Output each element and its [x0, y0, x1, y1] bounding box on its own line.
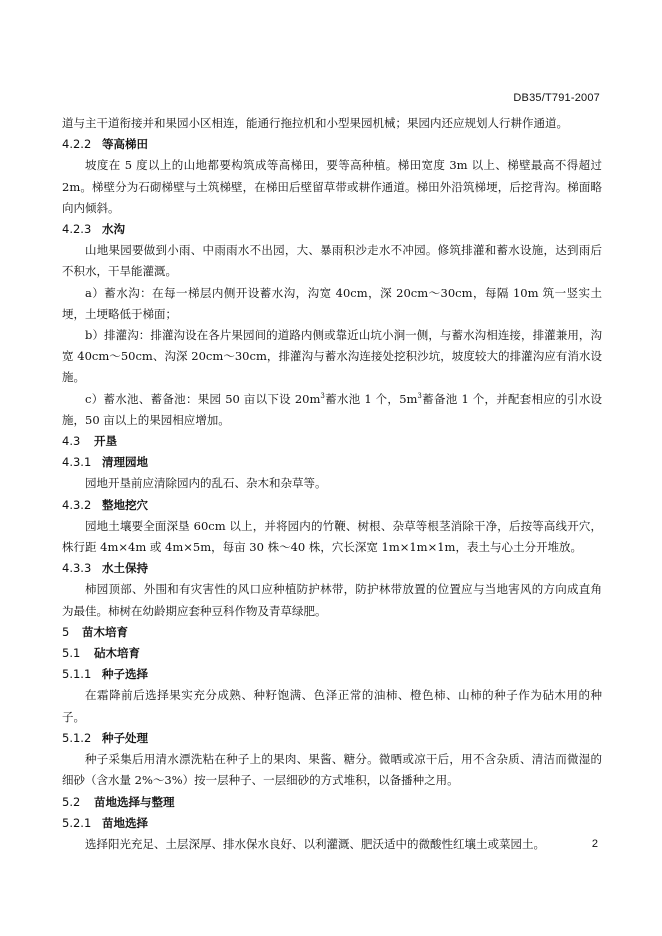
section-title: 苗地选择	[102, 815, 148, 830]
paragraph: 园地土壤要全面深垦 60cm 以上，并将园内的竹鞭、树根、杂草等根茎消除干净，后按等高线开穴，株行距 4m×4m 或 4m×5m，每亩 30 株～40 株，穴长深宽 1m×1m×1m，表土与心土分开堆放。	[62, 518, 602, 555]
document-body	[62, 113, 602, 855]
section-title: 水土保持	[102, 561, 148, 576]
section-heading-5-1	[62, 643, 602, 664]
paragraph: 园地开垦前应清除园内的乱石、杂木和杂草等。	[85, 476, 327, 491]
paragraph: 种子采集后用清水漂洗粘在种子上的果肉、果酱、糖分。微晒或凉干后，用不含杂质、清洁而微湿的细砂（含水量 2%～3%）按一层种子、一层细砂的方式堆积，以备播种之用。	[62, 752, 602, 788]
section-number: 5.2.1	[62, 815, 92, 830]
section-number: 4.2.3	[62, 222, 92, 237]
section-number: 4.2.2	[62, 137, 92, 152]
section-number: 4.3.2	[62, 497, 92, 512]
list-item-a: a）蓄水沟：在每一梯层内侧开设蓄水沟，沟宽 40cm，深 20cm～30cm，每隔 10m 筑一竖实土埂，土埂略低于梯面；	[62, 285, 602, 321]
document-code: DB35/T791-2007	[513, 92, 600, 104]
section-number: 4.3	[62, 434, 81, 449]
section-number: 5	[62, 624, 70, 639]
paragraph: 在霜降前后选择果实充分成熟、种籽饱满、色泽正常的油柿、橙色柿、山柿的种子作为砧木用的种子。	[62, 688, 602, 724]
section-title: 水沟	[102, 222, 125, 237]
section-heading-4-3-2	[62, 495, 602, 516]
section-title: 砧木培育	[94, 646, 140, 661]
page-number: 2	[591, 838, 598, 850]
section-number: 4.3.1	[62, 455, 92, 470]
section-number: 5.1.2	[62, 730, 92, 745]
section-heading-4-2-3	[62, 219, 602, 240]
paragraph-continuation: 道与主干道衔接并和果园小区相连，能通行拖拉机和小型果园机械；果园内还应规划人行耕作通道。	[62, 116, 568, 130]
section-number: 4.3.3	[62, 561, 92, 576]
section-heading-5	[62, 622, 602, 643]
section-title: 苗地选择与整理	[94, 794, 175, 809]
paragraph: 坡度在 5 度以上的山地都要构筑成等高梯田，要等高种植。梯田宽度 3m 以上、梯壁最高不得超过 2m。梯壁分为石砌梯壁与土筑梯壁，在梯田后壁留草带或耕作通道。梯田外沿筑梯埂，后挖背沟。梯面略向内倾斜。	[62, 158, 602, 215]
section-title: 苗木培育	[82, 624, 128, 639]
paragraph: 选择阳光充足、土层深厚、排水保水良好、以利灌溉、肥沃适中的微酸性红壤土或菜园土。	[85, 836, 545, 851]
section-title: 等高梯田	[102, 137, 148, 152]
section-number: 5.1.1	[62, 667, 92, 682]
section-heading-4-3-3	[62, 558, 602, 579]
section-heading-5-2-1	[62, 813, 602, 834]
section-heading-5-2	[62, 792, 602, 813]
paragraph: 山地果园要做到小雨、中雨雨水不出园，大、暴雨积沙走水不冲园。修筑排灌和蓄水设施，达到雨后不积水，干旱能灌溉。	[62, 243, 602, 279]
list-item-b: b）排灌沟：排灌沟设在各片果园间的道路内侧或靠近山坑小涧一侧，与蓄水沟相连接，排灌兼用，沟宽 40cm～50cm、沟深 20cm～30cm，排灌沟与蓄水沟连接处挖积沙坑，坡度较大的排灌沟应有消水设施。	[62, 328, 602, 385]
section-number: 5.1	[62, 646, 81, 661]
section-heading-5-1-1	[62, 664, 602, 685]
section-heading-4-3	[62, 431, 602, 452]
section-title: 整地挖穴	[102, 497, 148, 512]
section-number: 5.2	[62, 794, 81, 809]
section-title: 开垦	[94, 434, 117, 449]
section-heading-4-3-1	[62, 452, 602, 473]
section-title: 种子选择	[102, 667, 148, 682]
section-heading-5-1-2	[62, 728, 602, 749]
section-heading-4-2-2	[62, 134, 602, 155]
section-title: 清理园地	[102, 455, 148, 470]
section-title: 种子处理	[102, 730, 148, 745]
paragraph: 柿园顶部、外围和有灾害性的风口应种植防护林带，防护林带放置的位置应与当地害风的方向成直角为最佳。柿树在幼龄期应套种豆科作物及青草绿肥。	[62, 582, 602, 618]
list-item-c: c）蓄水池、蓄备池：果园 50 亩以下设 $20m^3$蓄水池 1 个，$5m^3$蓄备池 1 个，并配套相应的引水设施，50 亩以上的果园相应增加。	[62, 391, 602, 427]
